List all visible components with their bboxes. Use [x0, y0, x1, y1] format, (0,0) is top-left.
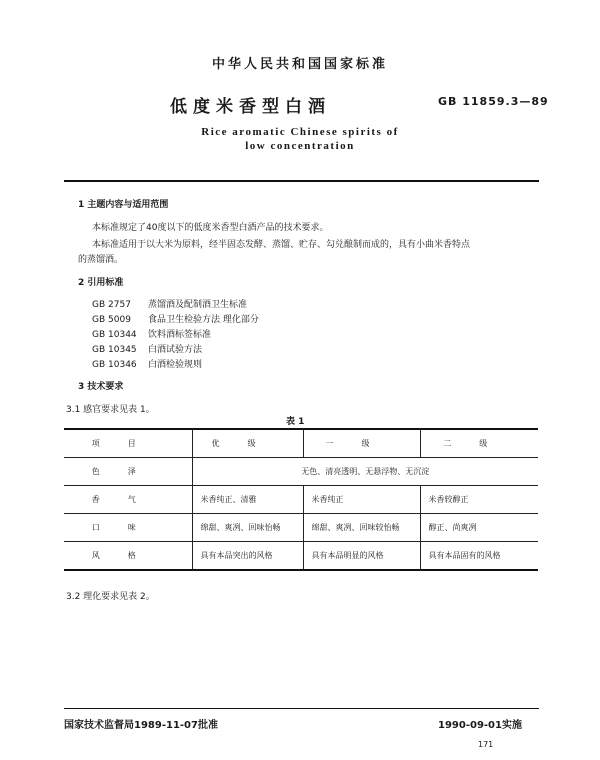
table-header-cell: 一级 — [303, 429, 420, 458]
table-header-cell: 优级 — [192, 429, 303, 458]
page-number: 171 — [478, 740, 494, 749]
section1-para2-line1: 本标准适用于以大米为原料，经半固态发酵、蒸馏、贮存、勾兑酿制而成的，具有小曲米香特点 — [92, 240, 471, 250]
reference-row — [92, 297, 247, 310]
reference-row — [92, 312, 259, 325]
section3-1-text: 3.1 感官要求见表 1。 — [66, 405, 155, 415]
table-row — [64, 458, 538, 486]
table1-caption: 表 1 — [286, 417, 305, 427]
header-divider — [64, 180, 539, 182]
table-cell: 米香较醇正 — [420, 486, 538, 514]
table-cell: 具有本品明显的风格 — [303, 542, 420, 571]
approval-date: 国家技术监督局1989-11-07批准 — [64, 720, 218, 731]
table-cell: 米香纯正 — [303, 486, 420, 514]
reference-name: 白酒试验方法 — [148, 345, 203, 355]
reference-name: 饮料酒标签标准 — [148, 330, 212, 340]
reference-row — [92, 327, 211, 340]
sensory-requirements-table — [64, 428, 538, 571]
table-row — [64, 486, 538, 514]
table-cell: 具有本品突出的风格 — [192, 542, 303, 571]
reference-name: 蒸馏酒及配制酒卫生标准 — [148, 300, 248, 310]
table-cell: 米香纯正、清雅 — [192, 486, 303, 514]
table-merged-cell: 无色、清亮透明、无悬浮物、无沉淀 — [192, 458, 538, 486]
reference-name: 白酒检验规则 — [148, 360, 203, 370]
effective-date: 1990-09-01实施 — [438, 720, 522, 731]
table-cell: 绵甜、爽冽、回味较怡畅 — [303, 514, 420, 542]
reference-code: GB 10345 — [92, 345, 137, 355]
reference-row — [92, 357, 202, 370]
section1-heading: 1 主题内容与适用范围 — [78, 200, 169, 210]
section2-heading: 2 引用标准 — [78, 278, 124, 288]
table-cell: 具有本品固有的风格 — [420, 542, 538, 571]
issuing-organization: 中华人民共和国国家标准 — [211, 57, 388, 72]
table-row — [64, 514, 538, 542]
section1-para2-line2: 的蒸馏酒。 — [78, 255, 124, 265]
table-item-cell: 口味 — [64, 514, 192, 542]
english-title-line2: low concentration — [245, 140, 355, 152]
table-header-row — [64, 429, 538, 458]
reference-code: GB 2757 — [92, 300, 131, 310]
table-cell: 醇正、尚爽冽 — [420, 514, 538, 542]
section3-heading: 3 技术要求 — [78, 382, 124, 392]
footer-divider — [64, 708, 539, 709]
table-header-cell: 项目 — [64, 429, 192, 458]
table-item-cell: 香气 — [64, 486, 192, 514]
section1-para1: 本标准规定了40度以下的低度米香型白酒产品的技术要求。 — [92, 223, 329, 233]
table-row — [64, 542, 538, 571]
table-header-cell: 二级 — [420, 429, 538, 458]
english-title-line1: Rice aromatic Chinese spirits of — [201, 126, 399, 138]
document-title: 低度米香型白酒 — [170, 97, 331, 117]
reference-code: GB 10346 — [92, 360, 137, 370]
section3-2-text: 3.2 理化要求见表 2。 — [66, 592, 155, 602]
table-cell: 绵甜、爽冽、回味怡畅 — [192, 514, 303, 542]
standard-code: GB 11859.3—89 — [438, 95, 549, 108]
reference-code: GB 5009 — [92, 315, 131, 325]
table-item-cell: 色泽 — [64, 458, 192, 486]
reference-code: GB 10344 — [92, 330, 137, 340]
table-item-cell: 风格 — [64, 542, 192, 571]
reference-row — [92, 342, 202, 355]
reference-name: 食品卫生检验方法 理化部分 — [148, 315, 259, 325]
